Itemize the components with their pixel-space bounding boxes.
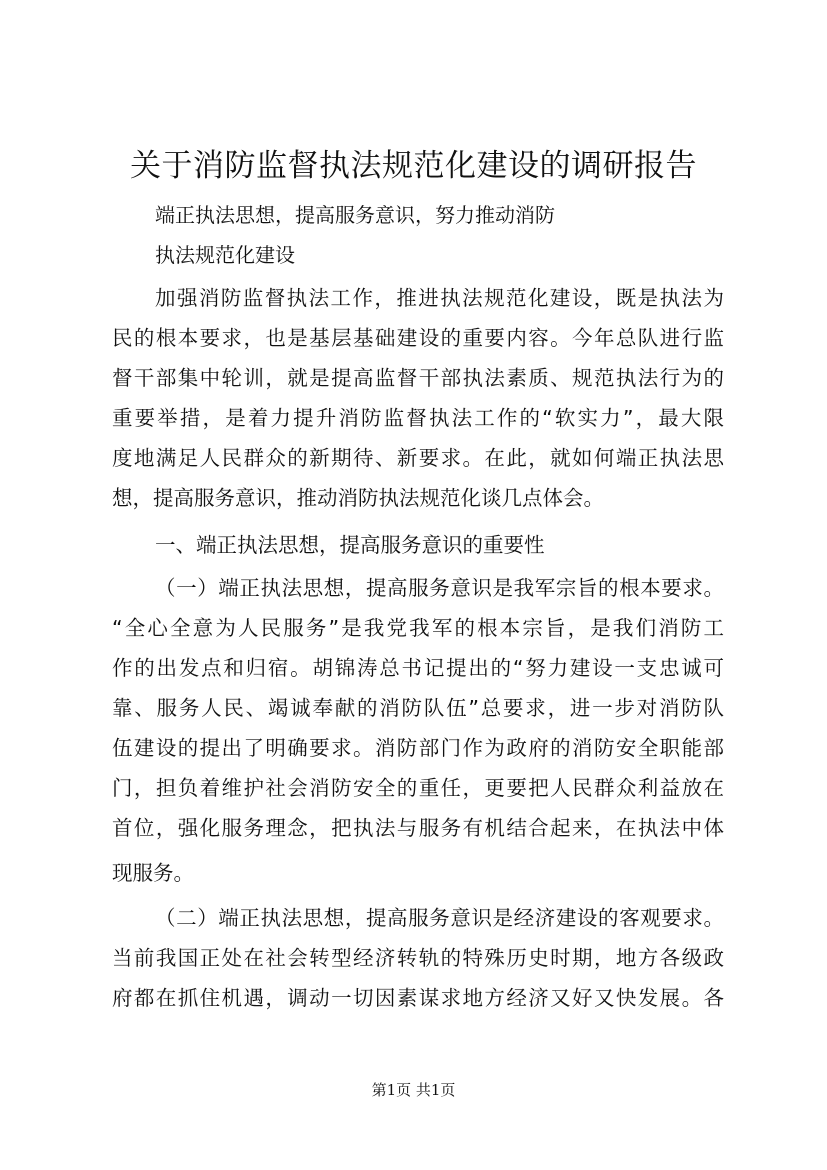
- body-line: 民的根本要求，也是基层基础建设的重要内容。今年总队进行监: [112, 326, 724, 350]
- body-line: 首位，强化服务理念，把执法与服务有机结合起来，在执法中体: [112, 816, 724, 840]
- document-title: 关于消防监督执法规范化建设的调研报告: [130, 148, 697, 184]
- body-line: 门，担负着维护社会消防安全的重任，更要把人民群众利益放在: [112, 776, 724, 800]
- body-line: 度地满足人民群众的新期待、新要求。在此，就如何端正执法思: [112, 446, 724, 470]
- body-line: （一）端正执法思想，提高服务意识是我军宗旨的根本要求。: [155, 576, 724, 600]
- body-line: 加强消防监督执法工作，推进执法规范化建设，既是执法为: [155, 286, 724, 310]
- body-line: 当前我国正处在社会转型经济转轨的特殊历史时期，地方各级政: [112, 946, 724, 970]
- body-line: 督干部集中轮训，就是提高监督干部执法素质、规范执法行为的: [112, 366, 724, 390]
- subtitle-line: 端正执法思想，提高服务意识，努力推动消防: [155, 203, 555, 227]
- section-heading: 一、端正执法思想，提高服务意识的重要性: [155, 533, 545, 557]
- body-line: 作的出发点和归宿。胡锦涛总书记提出的“努力建设一支忠诚可: [112, 656, 724, 680]
- subtitle-line: 执法规范化建设: [155, 243, 295, 267]
- body-line: 伍建设的提出了明确要求。消防部门作为政府的消防安全职能部: [112, 736, 724, 760]
- body-line: 想，提高服务意识，推动消防执法规范化谈几点体会。: [112, 486, 604, 510]
- body-line: 现服务。: [112, 861, 194, 885]
- body-line: 重要举措，是着力提升消防监督执法工作的“软实力”，最大限: [112, 406, 724, 430]
- page-footer: 第1页 共1页: [371, 1081, 456, 1099]
- body-line: （二）端正执法思想，提高服务意识是经济建设的客观要求。: [155, 906, 724, 930]
- body-line: 靠、服务人民、竭诚奉献的消防队伍”总要求，进一步对消防队: [112, 696, 724, 720]
- body-line: 府都在抓住机遇，调动一切因素谋求地方经济又好又快发展。各: [112, 986, 724, 1010]
- body-line: “全心全意为人民服务”是我党我军的根本宗旨，是我们消防工: [112, 616, 724, 640]
